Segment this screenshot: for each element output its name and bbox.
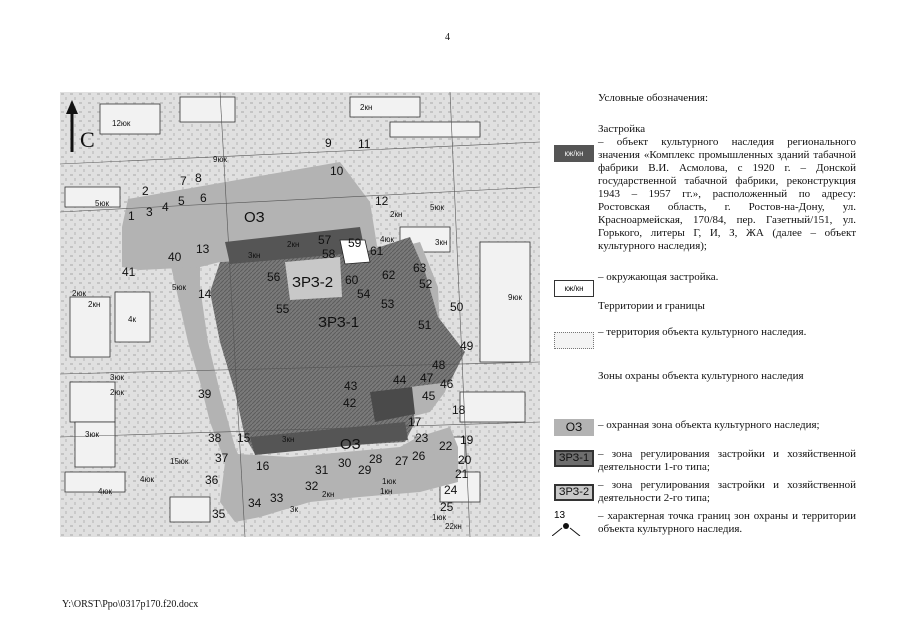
point-label-27: 27 [395,454,409,468]
point-label-22: 22 [439,439,453,453]
legend-title: Условные обозначения: [598,92,709,104]
zone-label-oz-north: ОЗ [244,209,265,226]
building-label: 5юк [430,203,444,212]
legend-territory-text: – территория объекта культурного наследия. [598,326,807,338]
legend-point-swatch [552,506,592,536]
point-label-53: 53 [381,297,395,311]
point-label-4: 4 [162,200,169,214]
map-drawing [60,92,540,537]
point-label-40: 40 [168,250,182,264]
zone-label-zrz2: ЗРЗ-2 [292,274,334,291]
legend-oz-swatch: ОЗ [554,419,594,436]
point-label-7: 7 [180,174,187,188]
point-label-39: 39 [198,387,212,401]
building-label: 3юк [85,430,99,439]
building-label: 5юк [172,283,186,292]
point-label-3: 3 [146,205,153,219]
point-label-50: 50 [450,300,464,314]
point-label-32: 32 [305,479,319,493]
building-label: 9юк [213,155,227,164]
point-label-55: 55 [276,302,290,316]
building-label: 3кн [435,238,448,247]
building-label: 9юк [508,293,522,302]
point-label-62: 62 [382,268,396,282]
building-label: 2кн [390,210,403,219]
building-label: 2кн [88,300,101,309]
legend-heritage-swatch: кж/кн [554,145,594,162]
point-label-26: 26 [412,449,426,463]
building-label: 15юк [170,457,189,466]
point-label-58: 58 [322,247,336,261]
point-label-16: 16 [256,459,270,473]
point-label-42: 42 [343,396,357,410]
point-label-23: 23 [415,431,429,445]
building-label: 5юк [95,199,109,208]
building-label: 3к [290,505,298,514]
legend-point-text: – характерная точка границ зон охраны и территории объекта культурного наследия. [598,510,856,535]
point-label-9: 9 [325,136,332,150]
point-label-46: 46 [440,377,454,391]
point-label-45: 45 [422,389,436,403]
building-label: 3кн [248,251,261,260]
legend-zrz2-text: – зона регулирования застройки и хозяйственной деятельности 2-го типа; [598,479,856,504]
point-label-59: 59 [348,236,362,250]
point-label-28: 28 [369,452,383,466]
point-label-31: 31 [315,463,329,477]
point-label-14: 14 [198,287,212,301]
point-label-15: 15 [237,431,251,445]
point-label-51: 51 [418,318,432,332]
point-label-63: 63 [413,261,427,275]
legend-zrz1-text: – зона регулирования застройки и хозяйственной деятельности 1-го типа; [598,448,856,473]
legend-zrz2-swatch: ЗРЗ-2 [554,484,594,501]
footer-path: Y:\ORST\Ppo\0317p170.f20.docx [62,599,199,610]
point-label-34: 34 [248,496,262,510]
building-label: 2юк [72,289,86,298]
legend-zrz1-swatch: ЗРЗ-1 [554,450,594,467]
point-label-10: 10 [330,164,344,178]
legend-territory-swatch [554,332,594,349]
point-label-13: 13 [196,242,210,256]
point-label-24: 24 [444,483,458,497]
point-label-25: 25 [440,500,454,514]
building-label: 2кн [360,103,373,112]
point-label-29: 29 [358,463,372,477]
point-label-61: 61 [370,244,384,258]
point-label-8: 8 [195,171,202,185]
point-label-44: 44 [393,373,407,387]
legend-territories-heading: Территории и границы [598,300,705,312]
legend-surrounding-swatch: кж/кн [554,280,594,297]
point-label-35: 35 [212,507,226,521]
legend-point-label: 13 [554,510,566,521]
building-label: 2юк [110,388,124,397]
legend-construction-heading: Застройка [598,123,646,135]
point-label-60: 60 [345,273,359,287]
point-label-17: 17 [408,415,422,429]
point-label-20: 20 [458,453,472,467]
page-number: 4 [445,32,450,43]
compass-label: С [80,127,95,152]
point-label-56: 56 [267,270,281,284]
legend-zones-heading: Зоны охраны объекта культурного наследия [598,370,804,382]
point-label-18: 18 [452,403,466,417]
building-label: 3кн [282,435,295,444]
building-label: 1юк [382,477,396,486]
point-label-5: 5 [178,194,185,208]
point-label-36: 36 [205,473,219,487]
building-label: 4юк [140,475,154,484]
point-label-19: 19 [460,433,474,447]
cadastral-map [60,92,540,537]
legend-oz-text: – охранная зона объекта культурного наследия; [598,419,820,431]
point-label-48: 48 [432,358,446,372]
point-label-38: 38 [208,431,222,445]
point-label-30: 30 [338,456,352,470]
point-label-2: 2 [142,184,149,198]
building-label: 1юк [432,513,446,522]
point-label-47: 47 [420,371,434,385]
zone-label-oz-south: ОЗ [340,436,361,453]
point-label-11: 11 [358,137,371,151]
point-label-43: 43 [344,379,358,393]
point-label-12: 12 [375,194,389,208]
point-label-21: 21 [455,467,469,481]
point-label-52: 52 [419,277,433,291]
point-label-41: 41 [122,265,136,279]
point-label-6: 6 [200,191,207,205]
legend-surrounding-text: – окружающая застройка. [598,271,719,283]
zone-label-zrz1: ЗРЗ-1 [318,314,360,331]
point-label-49: 49 [460,339,474,353]
point-label-33: 33 [270,491,284,505]
building-label: 4юк [380,235,394,244]
legend-heritage-text: – объект культурного наследия регионального значения «Комплекс промышленных зданий табачной фабрики В.И. Асмолова, с 1920 г. – Донской государственной табачной фабрики, реконструкция 1943 – 1957 гг.», расположенный по адресу: Ростовская область, г. Ростов-на-Дону, ул. Красноармейская, 170/84, пер. Газетный/151, ул. Горького, литеры Г, И, З, ЖА (далее – объект культурного наследия); [598,136,856,252]
building-label: 1кн [380,487,393,496]
building-label: 22кн [445,522,462,531]
point-label-1: 1 [128,209,135,223]
point-label-54: 54 [357,287,371,301]
building-label: 2кн [322,490,335,499]
point-label-37: 37 [215,451,229,465]
building-label: 3юк [110,373,124,382]
building-label: 4к [128,315,136,324]
building-label: 12юк [112,119,131,128]
point-label-57: 57 [318,233,332,247]
building-label: 2кн [287,240,300,249]
building-label: 4юк [98,487,112,496]
